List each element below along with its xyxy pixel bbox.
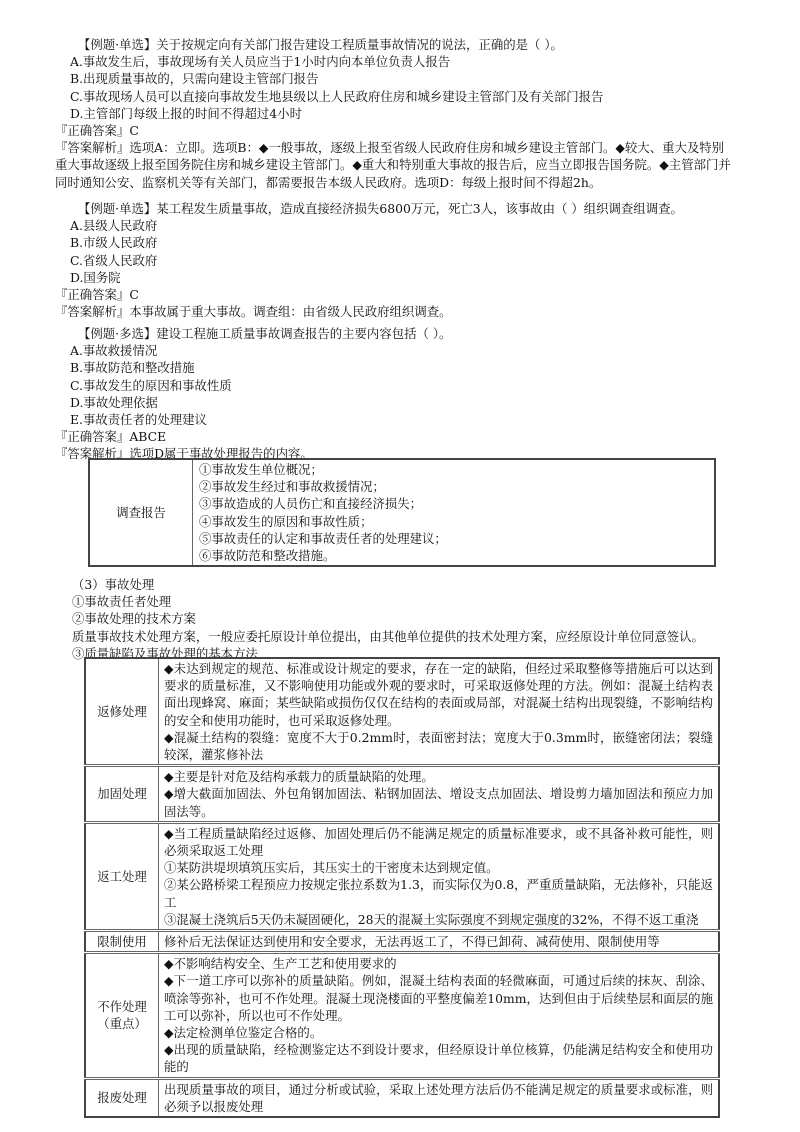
table-row bbox=[85, 822, 719, 930]
list-item: ①事故发生单位概况； bbox=[199, 462, 323, 477]
method-key-no-action-label: 不作处理 bbox=[97, 999, 147, 1015]
section-title: （3）事故处理 bbox=[72, 577, 155, 592]
list-item: ⑤事故责任的认定和事故责任者的处理建议； bbox=[199, 530, 447, 546]
table-row bbox=[85, 931, 719, 953]
method-key-restrict: 限制使用 bbox=[85, 931, 159, 953]
question-1-answer: 『正确答案』C bbox=[55, 123, 139, 139]
question-2-analysis: 『答案解析』本事故属于重大事故。调查组：由省级人民政府组织调查。 bbox=[55, 304, 452, 320]
method-value-scrap bbox=[159, 1078, 720, 1117]
list-item: ③混凝土浇筑后5天仍未凝固硬化，28天的混凝土实际强度不到规定强度的32%，不得不返工重浇 bbox=[164, 911, 699, 927]
method-value-no-action bbox=[159, 953, 720, 1078]
section-item-2-text: 质量事故技术处理方案，一般应委托原设计单位提出，由其他单位提供的技术处理方案，应经原设计单位同意签认。 bbox=[72, 628, 704, 644]
method-key-no-action-note: （重点） bbox=[97, 1016, 147, 1032]
table-row bbox=[85, 658, 719, 766]
question-1-stem: 【例题·单选】关于按规定向有关部门报告建设工程质量事故情况的说法，正确的是（ ）。 bbox=[78, 37, 563, 52]
list-item: 修补后无法保证达到使用和安全要求，无法再返工了，不得已卸荷、减荷使用、限制使用等 bbox=[164, 934, 660, 950]
question-1 bbox=[0, 36, 800, 191]
list-item: ◆不影响结构安全、生产工艺和使用要求的 bbox=[164, 956, 397, 972]
method-key-rework: 返工处理 bbox=[85, 822, 159, 930]
list-item: ◆当工程质量缺陷经过返修、加固处理后仍不能满足规定的质量标准要求，或不具备补救可能性，则必须采取返工处理 bbox=[164, 825, 713, 859]
question-1-analysis-line-2: 重大事故逐级上报至国务院住房和城乡建设主管部门。◆重大和特别重大事故的报告后，应当立即报告国务院。◆主管部门并 bbox=[55, 157, 731, 173]
method-key-reinforce: 加固处理 bbox=[85, 766, 159, 823]
table-row bbox=[85, 953, 719, 1078]
question-3-stem: 【例题·多选】建设工程施工质量事故调查报告的主要内容包括（ ）。 bbox=[78, 326, 452, 341]
question-2-option-a: A.县级人民政府 bbox=[70, 218, 158, 234]
list-item: ◆下一道工序可以弥补的质量缺陷。例如，混凝土结构表面的轻微麻面，可通过后续的抹灰、刮涂、喷涂等弥补，也可不作处理。混凝土现浇楼面的平整度偏差10mm，达到但由于后续垫层和面层的施工可以弥补，所以也可不作处理。 bbox=[164, 973, 713, 1023]
question-2-option-d: D.国务院 bbox=[70, 269, 121, 285]
question-3-option-c: C.事故发生的原因和事故性质 bbox=[70, 377, 232, 393]
method-key-scrap: 报废处理 bbox=[85, 1078, 159, 1117]
list-item: ◆混凝土结构的裂缝：宽度不大于0.2mm时，表面密封法；宽度大于0.3mm时，嵌缝密闭法；裂缝较深，灌浆修补法 bbox=[164, 729, 713, 763]
question-3-analysis: 『答案解析』选项D属于事故处理报告的内容。 bbox=[55, 446, 313, 462]
question-2-stem: 【例题·单选】某工程发生质量事故，造成直接经济损失6800万元，死亡3人，该事故由（ ）组织调查组调查。 bbox=[78, 201, 683, 216]
question-3-option-e: E.事故责任者的处理建议 bbox=[70, 412, 207, 428]
list-item: ◆主要是针对危及结构承载力的质量缺陷的处理。 bbox=[164, 769, 434, 785]
question-1-analysis-line-1: 『答案解析』选项A：立即。选项B：◆一般事故，逐级上报至省级人民政府住房和城乡建设主管部门。◆较大、重大及特别 bbox=[55, 140, 725, 156]
question-3-answer: 『正确答案』ABCE bbox=[55, 429, 167, 445]
question-1-option-d: D.主管部门每级上报的时间不得超过4小时 bbox=[70, 105, 302, 121]
list-item: ◆法定检测单位鉴定合格的。 bbox=[164, 1025, 323, 1041]
question-3-option-a: A.事故救援情况 bbox=[70, 343, 158, 359]
list-item: ④事故发生的原因和事故性质； bbox=[199, 513, 373, 529]
question-3-option-d: D.事故处理依据 bbox=[70, 394, 158, 410]
list-item: 出现质量事故的项目，通过分析或试验，采取上述处理方法后仍不能满足规定的质量要求或标准，则必须予以报废处理 bbox=[164, 1081, 713, 1114]
question-2-option-b: B.市级人民政府 bbox=[70, 235, 158, 251]
question-1-analysis-line-3: 同时通知公安、监察机关等有关部门，都需要报告本级人民政府。选项D：每级上报时间不得超2h。 bbox=[55, 174, 602, 190]
question-1-option-c: C.事故现场人员可以直接向事故发生地县级以上人民政府住房和城乡建设主管部门及有关部门报告 bbox=[70, 88, 604, 104]
report-contents-table bbox=[88, 458, 716, 567]
question-2-option-c: C.省级人民政府 bbox=[70, 252, 158, 268]
list-item: ◆出现的质量缺陷，经检测鉴定达不到设计要求，但经原设计单位核算，仍能满足结构安全和使用功能的 bbox=[164, 1042, 713, 1075]
section-item-3: ③质量缺陷及事故处理的基本方法 bbox=[72, 645, 258, 661]
list-item: ⑥事故防范和整改措施。 bbox=[199, 548, 336, 564]
method-key-no-action bbox=[85, 953, 159, 1078]
method-value-restrict bbox=[159, 931, 720, 953]
method-key-repair: 返修处理 bbox=[85, 658, 159, 766]
method-value-reinforce bbox=[159, 766, 720, 823]
question-1-option-b: B.出现质量事故的，只需向建设主管部门报告 bbox=[70, 71, 319, 87]
list-item: ①某防洪堤坝填筑压实后，其压实土的干密度未达到规定值。 bbox=[164, 860, 499, 876]
list-item: ②事故发生经过和事故救援情况； bbox=[199, 479, 385, 495]
section-accident-handling bbox=[0, 576, 800, 662]
table-row bbox=[89, 459, 715, 566]
list-item: ◆未达到规定的规范、标准或设计规定的要求，存在一定的缺陷，但经过采取整修等措施后可以达到要求的质量标准，又不影响使用功能或外观的要求时，可采取返修处理的方法。例如：混凝土结构表面出现蜂窝、麻面；某些缺陷或损伤仅仅在结构的表面或局部，对混凝土结构出现裂缝，不影响结构的安全和使用功能时，也可采取返修处理。 bbox=[164, 661, 713, 728]
list-item: ③事故造成的人员伤亡和直接经济损失； bbox=[199, 496, 423, 512]
report-table-key: 调查报告 bbox=[89, 459, 193, 566]
list-item: ◆增大截面加固法、外包角钢加固法、粘钢加固法、增设支点加固法、增设剪力墙加固法和预应力加固法等。 bbox=[164, 786, 713, 819]
method-value-repair bbox=[159, 658, 720, 766]
table-row bbox=[85, 766, 719, 823]
list-item: ②某公路桥梁工程预应力按规定张拉系数为1.3，而实际仅为0.8，严重质量缺陷，无法修补，只能返工 bbox=[164, 877, 713, 910]
question-3 bbox=[0, 325, 800, 463]
report-table-items bbox=[193, 459, 716, 566]
question-3-option-b: B.事故防范和整改措施 bbox=[70, 360, 195, 376]
question-2-answer: 『正确答案』C bbox=[55, 287, 139, 303]
question-2 bbox=[0, 200, 800, 320]
section-item-1: ①事故责任者处理 bbox=[72, 594, 172, 610]
section-item-2: ②事故处理的技术方案 bbox=[72, 611, 196, 627]
handling-methods-table bbox=[84, 657, 720, 1118]
question-1-option-a: A.事故发生后，事故现场有关人员应当于1小时内向本单位负责人报告 bbox=[70, 54, 451, 70]
table-row bbox=[85, 1078, 719, 1117]
method-value-rework bbox=[159, 822, 720, 930]
